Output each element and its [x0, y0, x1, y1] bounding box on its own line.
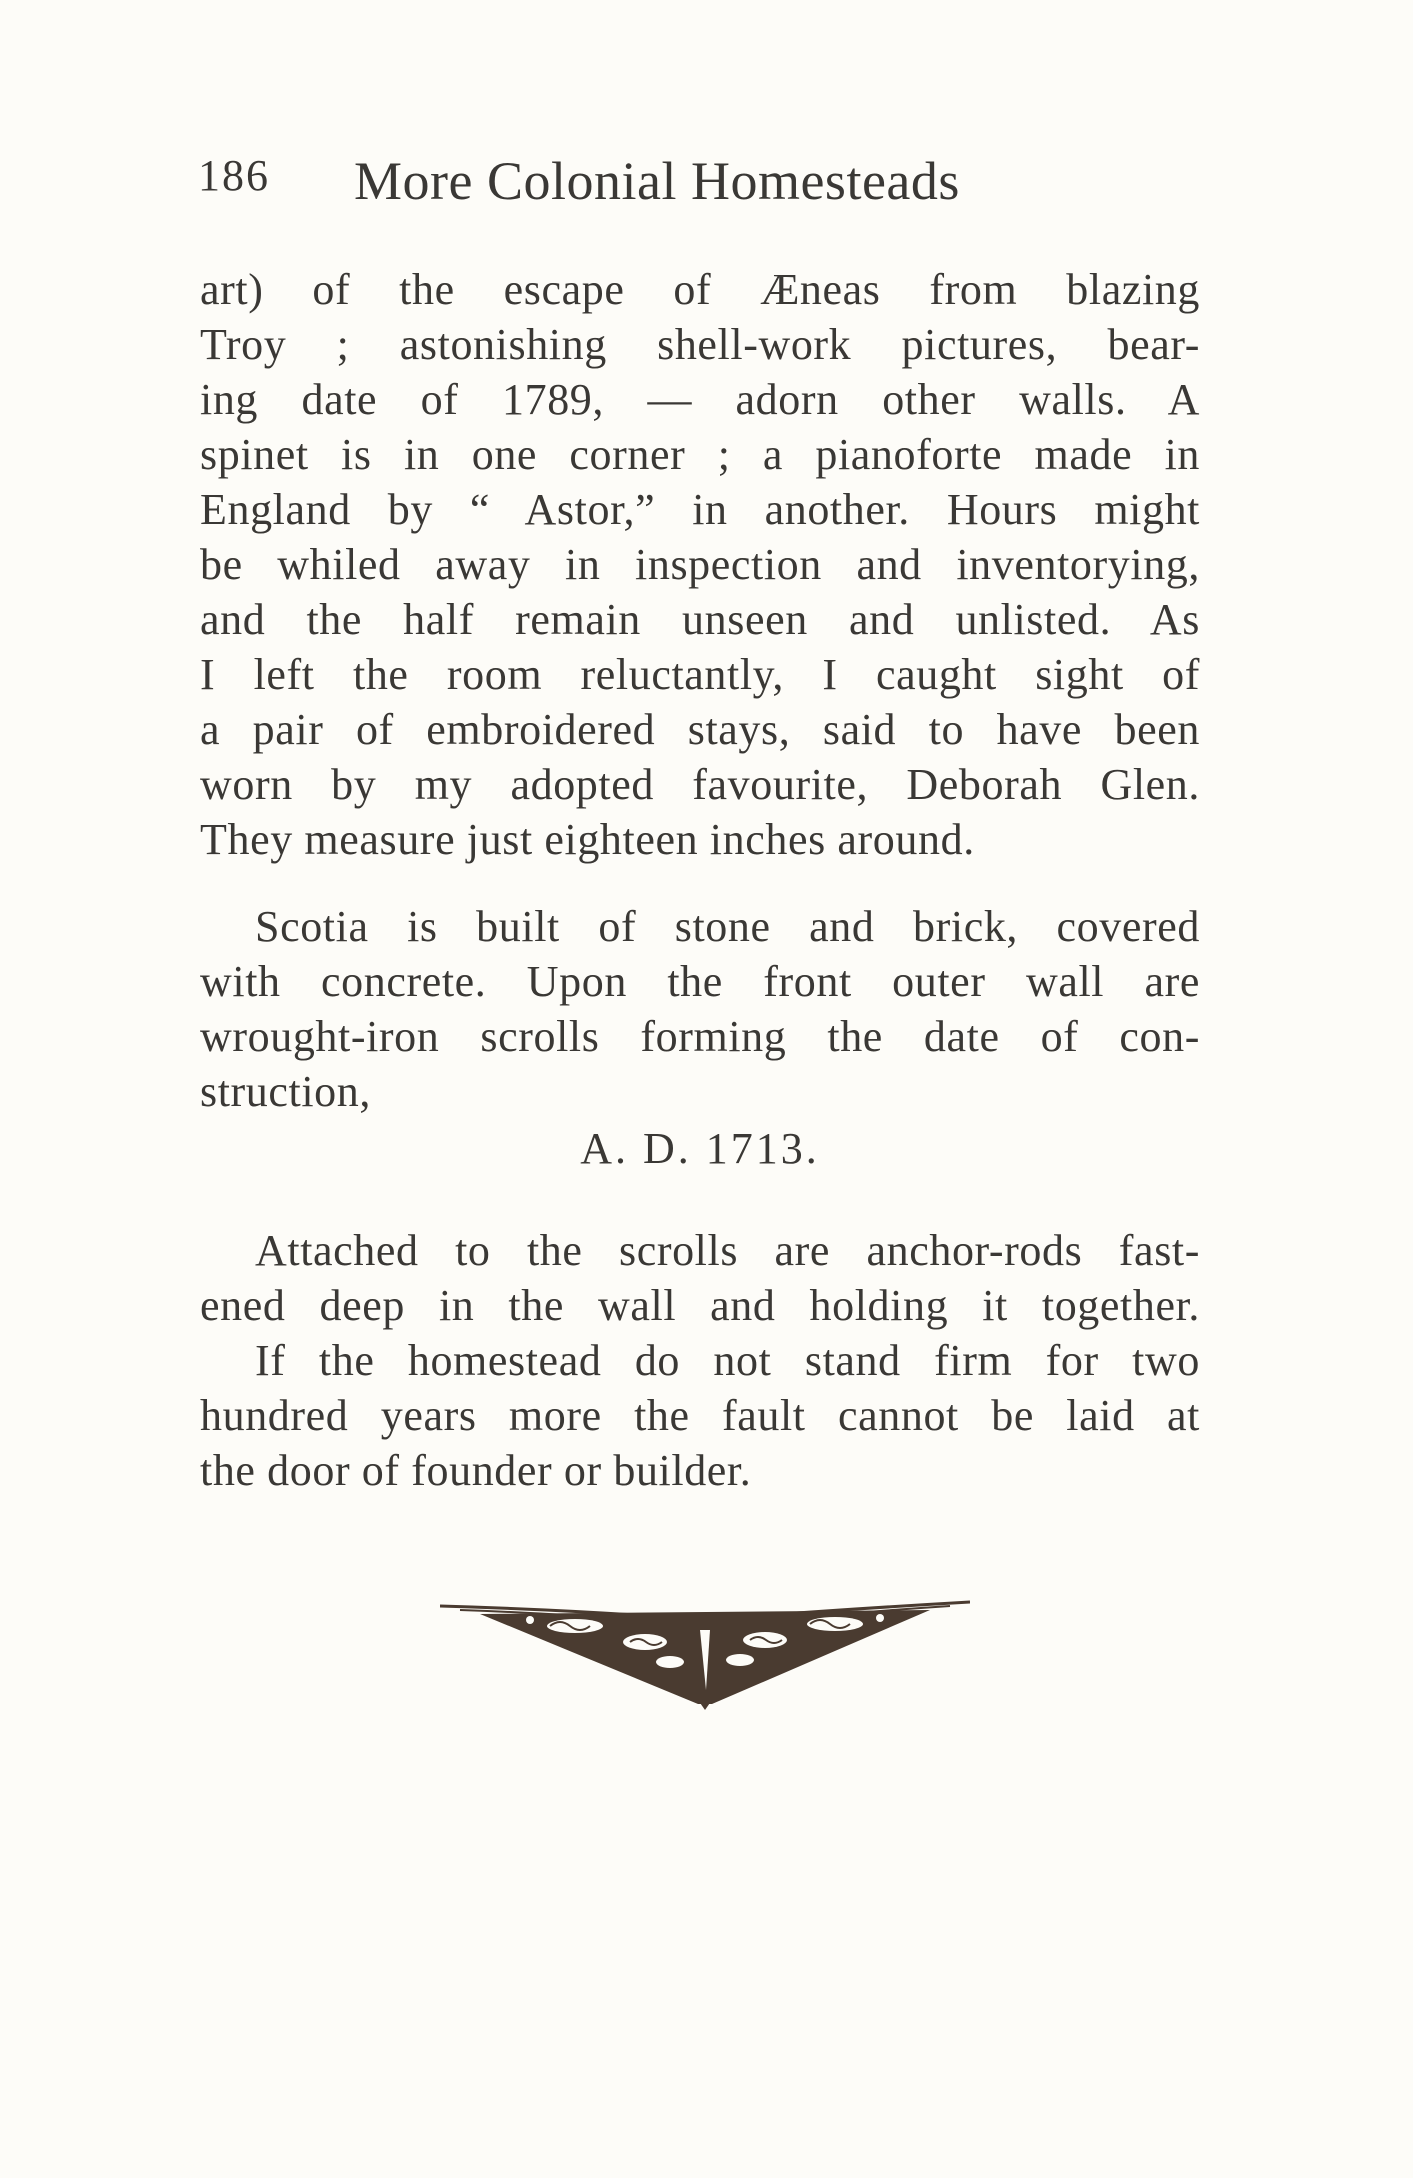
text-line: with concrete. Upon the front outer wall are [200, 957, 1200, 1006]
text-line: They measure just eighteen inches around. [200, 815, 975, 864]
text-line: and the half remain unseen and unlisted. As [200, 595, 1200, 644]
text-line: I left the room reluctantly, I caught sight of [200, 650, 1200, 699]
text-line: the door of founder or builder. [200, 1446, 752, 1495]
page-number: 186 [198, 151, 270, 200]
text-line: Attached to the scrolls are anchor-rods fast- [255, 1226, 1200, 1275]
text-line: hundred years more the fault cannot be laid at [200, 1391, 1200, 1440]
date-line: A. D. 1713. [580, 1124, 820, 1173]
text-line: ing date of 1789, — adorn other walls. A [200, 375, 1200, 424]
text-line: If the homestead do not stand firm for two [255, 1336, 1200, 1385]
running-title: More Colonial Homesteads [354, 151, 960, 211]
text-line: wrought-iron scrolls forming the date of con- [200, 1012, 1200, 1061]
text-line: art) of the escape of Æneas from blazing [200, 265, 1200, 314]
text-line: England by “ Astor,” in another. Hours might [200, 485, 1200, 534]
text-line: struction, [200, 1067, 371, 1116]
text-line: be whiled away in inspection and inventorying, [200, 540, 1200, 589]
text-line: a pair of embroidered stays, said to have been [200, 705, 1200, 754]
text-line: Scotia is built of stone and brick, covered [255, 902, 1200, 951]
tailpiece-ornament-icon [440, 1600, 970, 1710]
page-header [198, 150, 1198, 220]
text-line: spinet is in one corner ; a pianoforte made in [200, 430, 1200, 479]
text-line: ened deep in the wall and holding it together. [200, 1281, 1200, 1330]
text-line: Troy ; astonishing shell-work pictures, bear- [200, 320, 1200, 369]
text-line: worn by my adopted favourite, Deborah Glen. [200, 760, 1200, 809]
